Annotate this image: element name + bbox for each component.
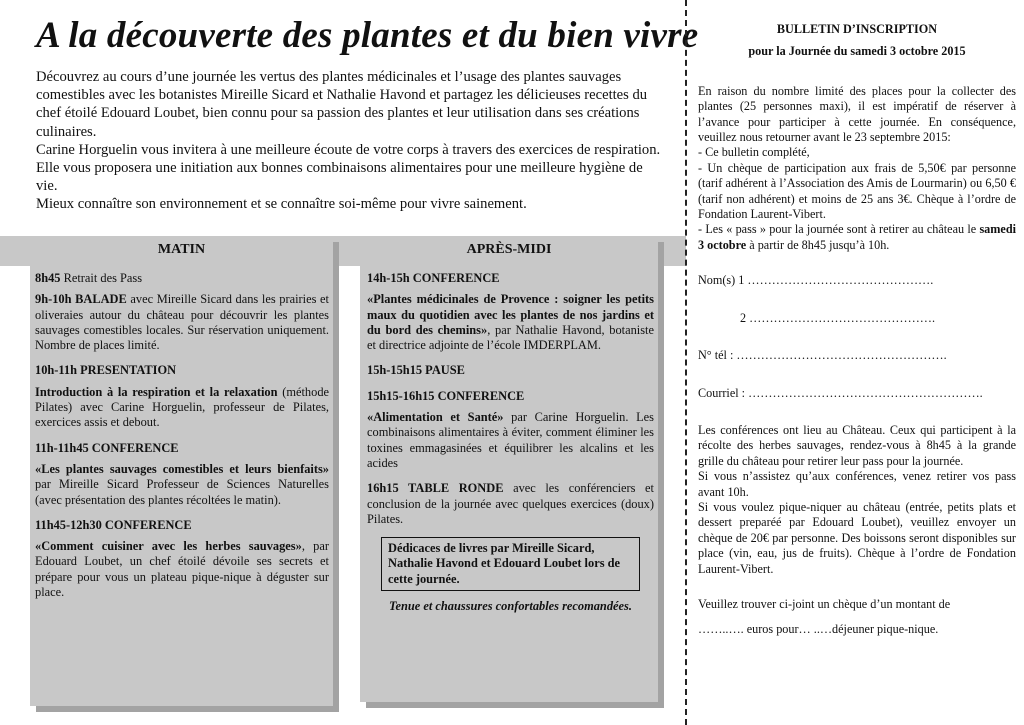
apres-midi-heading: APRÈS-MIDI [466, 242, 552, 257]
book-signing-box: Dédicaces de livres par Mireille Sicard, Nathalie Havond et Edouard Loubet lors de cette journée. [381, 537, 640, 591]
program-item: 11h45-12h30 CONFERENCE [35, 517, 192, 532]
phone-field[interactable]: N° tél : ……………………………………………. [698, 348, 947, 363]
program-item: «Comment cuisiner avec les herbes sauvages», par Edouard Loubet, un chef étoilé dévoile ses secrets et prépare pour vous un plateau pique-nique à déguster sur place. [35, 539, 329, 600]
apres-midi-column [360, 236, 658, 702]
program-item: 8h45 Retrait des Pass [35, 271, 143, 285]
intro-paragraph: Découvrez au cours d’une journée les vertus des plantes médicinales et l’usage des plantes sauvages comestibles avec les botanistes Mireille Sicard et Nathalie Havond et partagez les délicieuses recettes du chef étoilé Edouard Loubet, bien connu pour sa passion des plantes et leur utilisation dans ses créations culinaires. [36, 69, 648, 140]
program-item: 15h15-16h15 CONFERENCE [367, 388, 525, 403]
practical-info: Les conférences ont lieu au Château. Ceux qui participent à la récolte des herbes sauvages, rendez-vous à 8h45 à la grande grille du château pour retirer leur pass pour la journée. Si vous n’assistez qu’aux conférences, venez retirer vos pass avant 10h. Si vous voulez pique-niquer au château (entrée, petits plats et dessert preparéé par Edouard Loubet), veuillez envoyer un chèque de 20€ par personne. Des boissons seront disponibles sur place (vin, eau, jus de fruits). Chèque à l’ordre de Fondation Laurent-Vibert. [698, 422, 1016, 576]
intro-paragraph: Carine Horguelin vous invitera à une meilleure écoute de votre corps à travers des exercices de respiration. Elle vous proposera une initiation aux bonnes combinaisons alimentaires pour une meilleure hygiène de vie. [36, 141, 661, 195]
form-title: BULLETIN D’INSCRIPTION [776, 22, 938, 36]
intro-text [36, 68, 662, 214]
dress-note: Tenue et chaussures confortables recomandées. [389, 599, 632, 614]
program-item: «Alimentation et Santé» par Carine Horguelin. Les combinaisons alimentaires à éviter, comment éliminer les toxines emmagasinées et équilibrer les alcalins et les acides [367, 410, 654, 470]
program-item: «Les plantes sauvages comestibles et leurs bienfaits» par Mireille Sicard Professeur de Sciences Naturelles (avec présentation des plantes récoltées le matin). [35, 461, 329, 507]
intro-paragraph: Mieux connaître son environnement et se connaître soi-même pour vivre sainement. [36, 196, 527, 213]
registration-form [698, 22, 1016, 638]
email-field[interactable]: Courriel : …………………………………………………. [698, 385, 983, 400]
program-item: 14h-15h CONFERENCE [367, 271, 500, 285]
form-instructions: En raison du nombre limité des places pour la collecter des plantes (25 personnes maxi), il est impératif de réserver à l’avance pour participer à cette journée. En conséquence, veuillez nous retourner avant le 23 septembre 2015: - Ce bulletin complété, - Un chèque de participation aux frais de 5,50€ par personne (tarif adhérent à l’Association des Amis de Lourmarin) ou 6,50 € (tarif non adhérent) et moins de 25 ans 3€. Chèque à l’ordre de Fondation Laurent-Vibert. - Les « pass » pour la journée sont à retirer au château le samedi 3 octobre à partir de 8h45 jusqu’à 10h. [698, 83, 1016, 252]
matin-column [30, 236, 333, 706]
name-field-1[interactable]: Nom(s) 1 ………………………………………. [698, 273, 934, 288]
amount-field[interactable]: ……..…. euros pour… ..…déjeuner pique-nique. [698, 622, 939, 637]
form-subtitle: pour la Journée du samedi 3 octobre 2015 [748, 44, 966, 59]
cut-line [685, 0, 687, 725]
program-item: 10h-11h PRESENTATION [35, 363, 177, 378]
matin-heading: MATIN [157, 242, 206, 257]
program-item: 9h-10h BALADE avec Mireille Sicard dans les prairies et oliveraies autour du château pour découvrir les plantes sauvages comestibles locales. Sur réservation uniquement. Nombre de places limité. [35, 292, 329, 353]
program-item: Introduction à la respiration et la relaxation (méthode Pilates) avec Carine Horguelin, professeur de Pilates, exercices assis et debout. [35, 384, 330, 430]
page-title: A la découverte des plantes et du bien vivre [36, 15, 699, 56]
program-item: 16h15 TABLE RONDE avec les conférenciers et conclusion de la journée avec quelques exercices (doux) Pilates. [367, 481, 654, 526]
program-item: 15h-15h15 PAUSE [367, 363, 465, 378]
program-item: «Plantes médicinales de Provence : soigner les petits maux du quotidien avec les plantes de nos jardins et du bord des chemins», par Nathalie Havond, botaniste et directrice adjointe de l’école IMDERPLAM. [367, 292, 655, 353]
cheque-text: Veuillez trouver ci-joint un chèque d’un montant de [698, 596, 951, 611]
program-item: 11h-11h45 CONFERENCE [35, 440, 179, 455]
pass-info: - Les « pass » pour la journée sont à retirer au château le samedi 3 octobre à partir de 8h45 jusqu’à 10h. [698, 222, 1016, 252]
name-field-2[interactable]: 2 ………………………………………. [740, 310, 935, 325]
